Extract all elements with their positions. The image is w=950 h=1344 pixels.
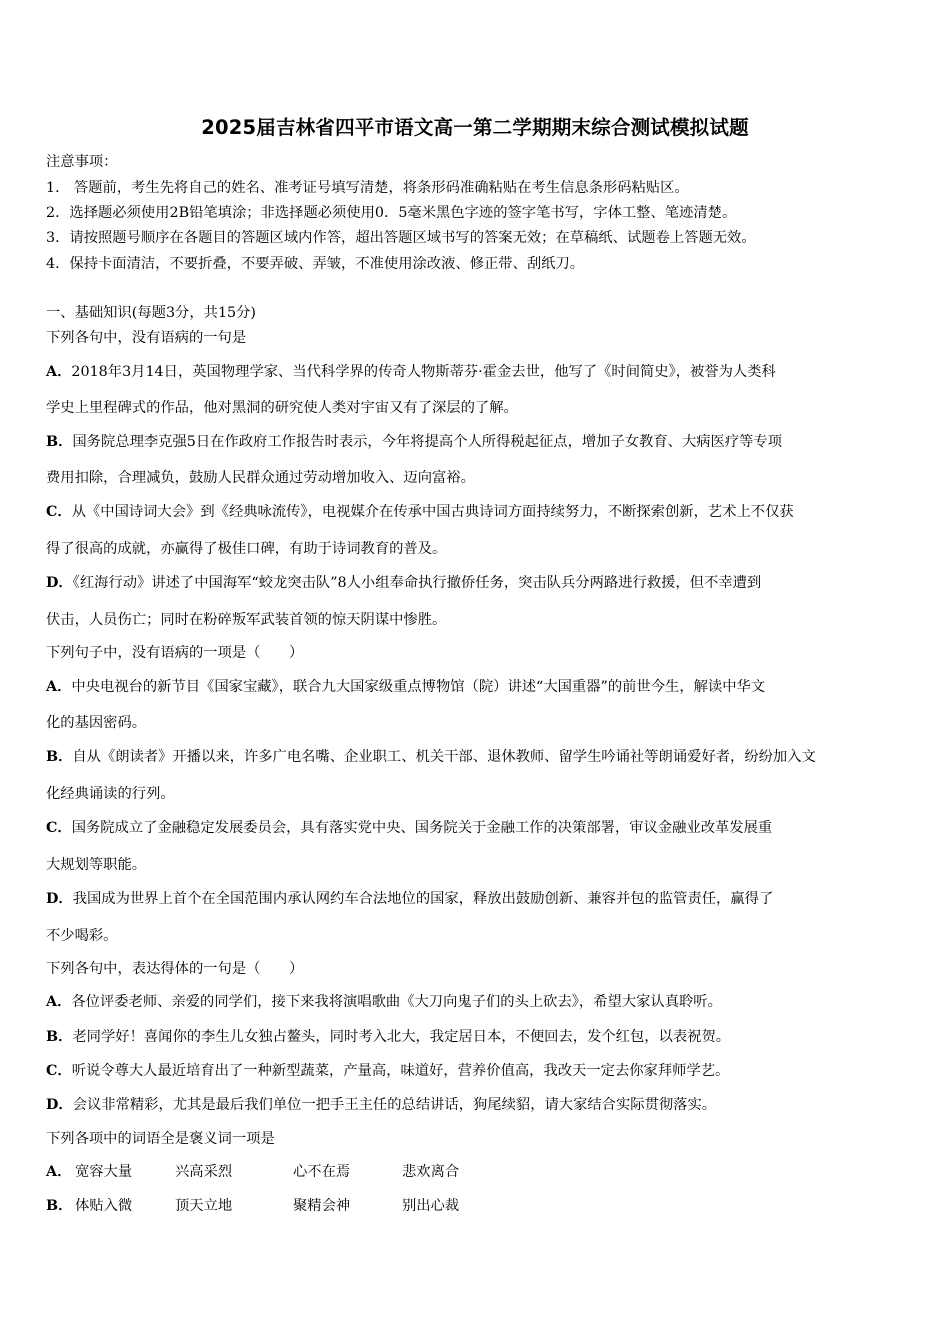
option-a [46, 676, 765, 696]
option-text: 从《中国诗词大会》到《经典咏流传》，电视媒介在传承中国古典诗词方面持续努力，不断探索创新，艺术上不仅获 [71, 504, 794, 520]
option-label: A． [46, 1164, 72, 1180]
option-a [46, 361, 776, 381]
option-a [46, 1161, 71, 1181]
option-label: C． [46, 1063, 72, 1079]
section-heading: 一、基础知识(每题3分，共15分) [46, 305, 257, 321]
option-a [46, 991, 722, 1011]
option-label: C． [46, 504, 72, 520]
question-stem: 下列句子中，没有语病的一项是（ ） [46, 645, 304, 661]
option-label: D． [46, 1097, 73, 1113]
option-continuation: 学史上里程碑式的作品，他对黑洞的研究使人类对宇宙又有了深层的了解。 [46, 400, 518, 416]
option-b [46, 431, 782, 451]
option-continuation: 伏击，人员伤亡；同时在粉碎叛军武装首领的惊天阴谋中惨胜。 [46, 612, 447, 628]
option-word: 心不在焉 [293, 1164, 351, 1180]
option-label: B． [46, 749, 73, 765]
option-word: 体贴入微 [75, 1198, 133, 1214]
option-c [46, 817, 772, 837]
option-d [46, 888, 773, 908]
option-text: 国务院总理李克强5日在作政府工作报告时表示，今年将提高个人所得税起征点，增加子女教育、大病医疗等专项 [72, 434, 783, 450]
option-word: 悲欢离合 [402, 1164, 460, 1180]
page-title: 2025届吉林省四平市语文高一第二学期期末综合测试模拟试题 [201, 116, 749, 139]
option-text: 老同学好！喜闻你的李生儿女独占鳌头，同时考入北大，我定居日本，不便回去，发个红包，以表祝贺。 [72, 1029, 731, 1045]
option-word: 兴高采烈 [175, 1164, 233, 1180]
option-text: 听说令尊大人最近培育出了一种新型蔬菜，产量高，味道好，营养价值高，我改天一定去你家拜师学艺。 [71, 1063, 730, 1079]
option-text: 国务院成立了金融稳定发展委员会，具有落实党中央、国务院关于金融工作的决策部署，审议金融业改革发展重 [71, 820, 773, 836]
option-b [46, 746, 816, 766]
option-b [46, 1195, 72, 1215]
option-word: 聚精会神 [293, 1198, 351, 1214]
option-text: 各位评委老师、亲爱的同学们，接下来我将演唱歌曲《大刀向鬼子们的头上砍去》，希望大家认真聆听。 [71, 994, 722, 1010]
question-stem: 下列各项中的词语全是褒义词一项是 [46, 1131, 275, 1147]
option-d [46, 572, 761, 592]
option-text: 自从《朗读者》开播以来，许多广电名嘴、企业职工、机关干部、退休教师、留学生吟诵社等朗诵爱好者，纷纷加入文 [72, 749, 816, 765]
option-text: 《红海行动》讲述了中国海军“蛟龙突击队”8人小组奉命执行撤侨任务，突击队兵分两路进行救援，但不幸遭到 [72, 575, 762, 591]
option-word: 顶天立地 [175, 1198, 233, 1214]
option-label: D． [46, 891, 73, 907]
option-continuation: 大规划等职能。 [46, 857, 147, 873]
notice-item: 2．选择题必须使用2B铅笔填涂；非选择题必须使用0．5毫米黑色字迹的签字笔书写，字体工整、笔迹清楚。 [46, 205, 737, 221]
option-label: A． [46, 679, 72, 695]
option-c [46, 501, 794, 521]
option-continuation: 费用扣除，合理减负，鼓励人民群众通过劳动增加收入、迈向富裕。 [46, 470, 475, 486]
option-word: 别出心裁 [402, 1198, 460, 1214]
option-c [46, 1060, 729, 1080]
question-stem: 下列各句中，没有语病的一句是 [46, 330, 247, 346]
notice-heading: 注意事项： [46, 154, 118, 170]
notice-item: 4．保持卡面清洁，不要折叠，不要弄破、弄皱，不准使用涂改液、修正带、刮纸刀。 [46, 256, 585, 272]
option-label: D． [46, 575, 73, 591]
question-stem: 下列各句中，表达得体的一句是（ ） [46, 961, 304, 977]
option-word: 宽容大量 [75, 1164, 133, 1180]
notice-item: 1． 答题前，考生先将自己的姓名、准考证号填写清楚，将条形码准确粘贴在考生信息条形码粘贴区。 [46, 180, 689, 196]
option-d [46, 1094, 716, 1114]
option-label: B． [46, 1029, 73, 1045]
option-text: 中央电视台的新节目《国家宝藏》，联合九大国家级重点博物馆（院）讲述“大国重器”的前世今生，解读中华文 [71, 679, 766, 695]
option-label: C． [46, 820, 72, 836]
option-label: A． [46, 364, 72, 380]
option-continuation: 不少喝彩。 [46, 928, 118, 944]
notice-item: 3．请按照题号顺序在各题目的答题区域内作答，超出答题区域书写的答案无效；在草稿纸、试题卷上答题无效。 [46, 230, 756, 246]
option-b [46, 1026, 730, 1046]
option-text: 会议非常精彩，尤其是最后我们单位一把手王主任的总结讲话，狗尾续貂，请大家结合实际贯彻落实。 [72, 1097, 717, 1113]
option-label: A． [46, 994, 72, 1010]
option-continuation: 化的基因密码。 [46, 715, 147, 731]
option-label: B． [46, 434, 73, 450]
option-text: 2018年3月14日，英国物理学家、当代科学界的传奇人物斯蒂芬·霍金去世，他写了《时间简史》，被誉为人类科 [71, 364, 776, 380]
option-text: 我国成为世界上首个在全国范围内承认网约车合法地位的国家，释放出鼓励创新、兼容并包的监管责任，赢得了 [72, 891, 774, 907]
option-continuation: 得了很高的成就，亦赢得了极佳口碑，有助于诗词教育的普及。 [46, 541, 447, 557]
option-label: B． [46, 1198, 73, 1214]
option-continuation: 化经典诵读的行列。 [46, 786, 175, 802]
